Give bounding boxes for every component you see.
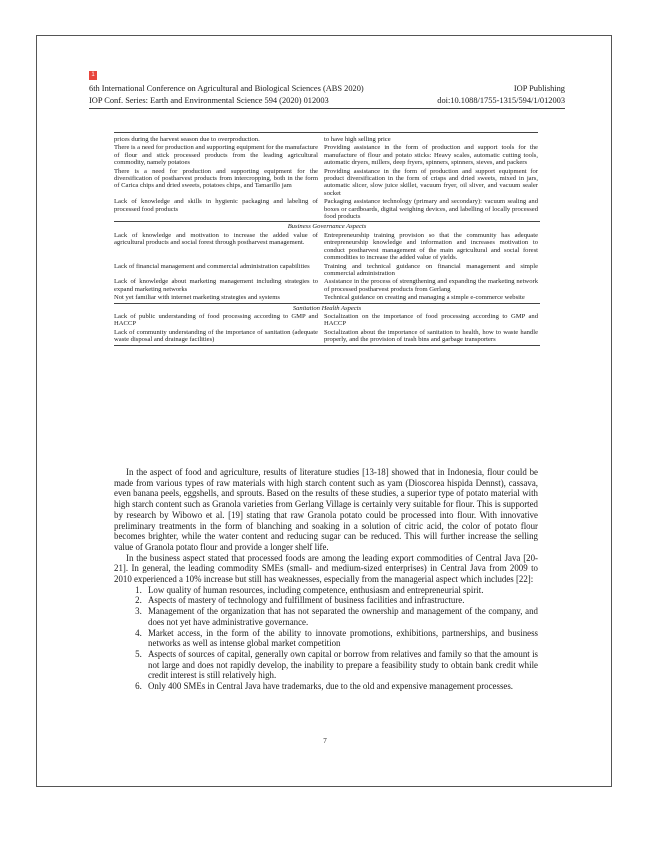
list-item: 4. Market access, in the form of the ability to innovate promotions, exhibitions, partnerships, and business networks as well as intense global market competition (144, 628, 538, 649)
table-cell-solution: Entrepreneurship training provision so that the community has adequate entrepreneurship knowledge and information and increases motivation to conduct postharvest management of the main agricultural and social forest commodities to increase the added value of yields. (324, 231, 538, 262)
table-row (114, 168, 540, 199)
body-text (114, 467, 538, 692)
list-item: 3. Management of the organization that has not separated the ownership and management of the company, and does not yet have administrative governance. (144, 606, 538, 627)
program-table (114, 136, 540, 346)
annotation-marker[interactable]: 1 (89, 71, 97, 80)
table-cell-solution: Providing assistance in the form of production and support tools for the manufacture of flour and potato sticks: Heavy scales, automatic cutting tools, automatic dryers, millers, deep fryers, spinners, spinners, sieves, and packers (324, 144, 538, 167)
table-top-rule (114, 132, 538, 133)
running-header-line-2 (89, 96, 565, 106)
paragraph-business-aspect: In the business aspect stated that processed foods are among the leading export commodities of Central Java [20-21]. In general, the leading commodity SMEs (small- and medium-sized enterprises) in Central Java from 2009 to 2010 experienced a 10% increase but still has weaknesses, especially from the managerial aspect which includes [22]: (114, 552, 538, 585)
table-row (114, 232, 540, 263)
weakness-list (114, 585, 538, 692)
table-cell-solution: Assistance in the process of strengthening and expanding the marketing network of processed postharvest products from Gerlang (324, 278, 538, 293)
table-row (114, 329, 540, 345)
table-row (114, 278, 540, 294)
list-item: 2. Aspects of mastery of technology and fulfillment of business facilities and infrastructure. (144, 595, 538, 606)
table-cell-problem: Lack of knowledge about marketing management including strategies to expand marketing networks (114, 278, 318, 293)
list-item: 5. Aspects of sources of capital, generally own capital or borrow from relatives and family so that the amount is not large and does not rapidly develop, the inability to prepare a feasibility study to obtain bank credit while credit interest is still relatively high. (144, 649, 538, 681)
table-section-header (114, 222, 540, 232)
table-cell-problem: There is a need for production and supporting equipment for the manufacture of flour and stick processed products from the leading agricultural commodity, namely potatoes (114, 144, 318, 167)
series-name: IOP Conf. Series: Earth and Environmental Science 594 (2020) 012003 (89, 96, 329, 105)
table-cell-solution: Technical guidance on creating and managing a simple e-commerce website (324, 294, 525, 302)
running-header-line-1 (89, 84, 565, 94)
table-row (114, 263, 540, 279)
table-row (114, 144, 540, 167)
page-number: 7 (323, 737, 327, 745)
paragraph-food-agriculture: In the aspect of food and agriculture, results of literature studies [13-18] showed that in Indonesia, flour could be made from various types of raw materials with high starch content such as yam (Dioscorea hispida Dennst), cassava, even banana peels, eggshells, and sprouts. Based on the results of these studies, a superior type of potato material with high starch content such as Granola varieties from Gerlang Village is certainly very suitable for flour. This is supported by research by Wibowo et al. [19] stating that raw Granola potato could be processed into flour. With innovative preliminary treatments in the form of blanching and soaking in a solution of citric acid, the color of potato flour becomes brighter, while the water content and reducing sugar can be reduced. This will further increase the selling value of Granola potato flour and provide a longer shelf life. (114, 467, 538, 552)
table-cell-problem: prices during the harvest season due to overproduction. (114, 136, 260, 143)
table-cell-problem: Lack of knowledge and skills in hygienic packaging and labeling of processed food products (114, 198, 318, 213)
section-title-sanitation: Sanitation Health Aspects (114, 303, 540, 313)
conference-name: 6th International Conference on Agricultural and Biological Sciences (ABS 2020) (89, 84, 364, 93)
table-cell-solution: Packaging assistance technology (primary and secondary): vacuum sealing and boxes or cardboards, digital weighing devices, and labelling of locally processed food products (324, 198, 538, 221)
table-cell-problem: Lack of community understanding of the importance of sanitation (adequate waste disposal and drainage facilities) (114, 329, 324, 345)
table-cell-problem: Lack of public understanding of food processing according to GMP and HACCP (114, 312, 318, 328)
table-cell-solution: to have high selling price (324, 136, 391, 143)
table-row (114, 136, 540, 144)
table-row (114, 313, 540, 329)
table-cell-solution: Providing assistance in the form of production and support equipment for product diversification in the form of crisps and dried sweets, mixed in jars, automatic slicer, slow juice skillet, vacuum fryer, oil sliver, and vacuum sealer socket (324, 167, 538, 197)
table-cell-problem: There is a need for production and supporting equipment for the diversification of postharvest products from intercropping, both in the form of Carica chips and dried sweets, potatoes chips, and Tamarillo jam (114, 167, 318, 190)
section-title-business: Business Governance Aspects (114, 222, 540, 232)
table-row (114, 294, 540, 303)
table-section-header (114, 303, 540, 313)
table-cell-solution: Socialization on the importance of food processing according to GMP and HACCP (324, 312, 538, 328)
table-cell-problem: Lack of knowledge and motivation to increase the added value of agricultural products and social forest through postharvest management. (114, 231, 318, 247)
publisher-name: IOP Publishing (513, 84, 565, 93)
list-item: 1. Low quality of human resources, including competence, enthusiasm and entrepreneurial spirit. (144, 585, 538, 596)
doi: doi:10.1088/1755-1315/594/1/012003 (437, 96, 565, 105)
list-item: 6. Only 400 SMEs in Central Java have trademarks, due to the old and expensive management processes. (144, 681, 538, 692)
table-cell-solution: Socialization about the importance of sanitation to health, how to waste handle properly, and the provision of trash bins and garbage transporters (324, 328, 538, 344)
table-cell-solution: Training and technical guidance on financial management and simple commercial administration (324, 262, 538, 277)
header-rule (89, 108, 565, 109)
table-row (114, 198, 540, 222)
table-cell-problem: Lack of financial management and commercial administration capabilities (114, 262, 310, 270)
table-cell-problem: Not yet familiar with internet marketing strategies and systems (114, 294, 280, 302)
